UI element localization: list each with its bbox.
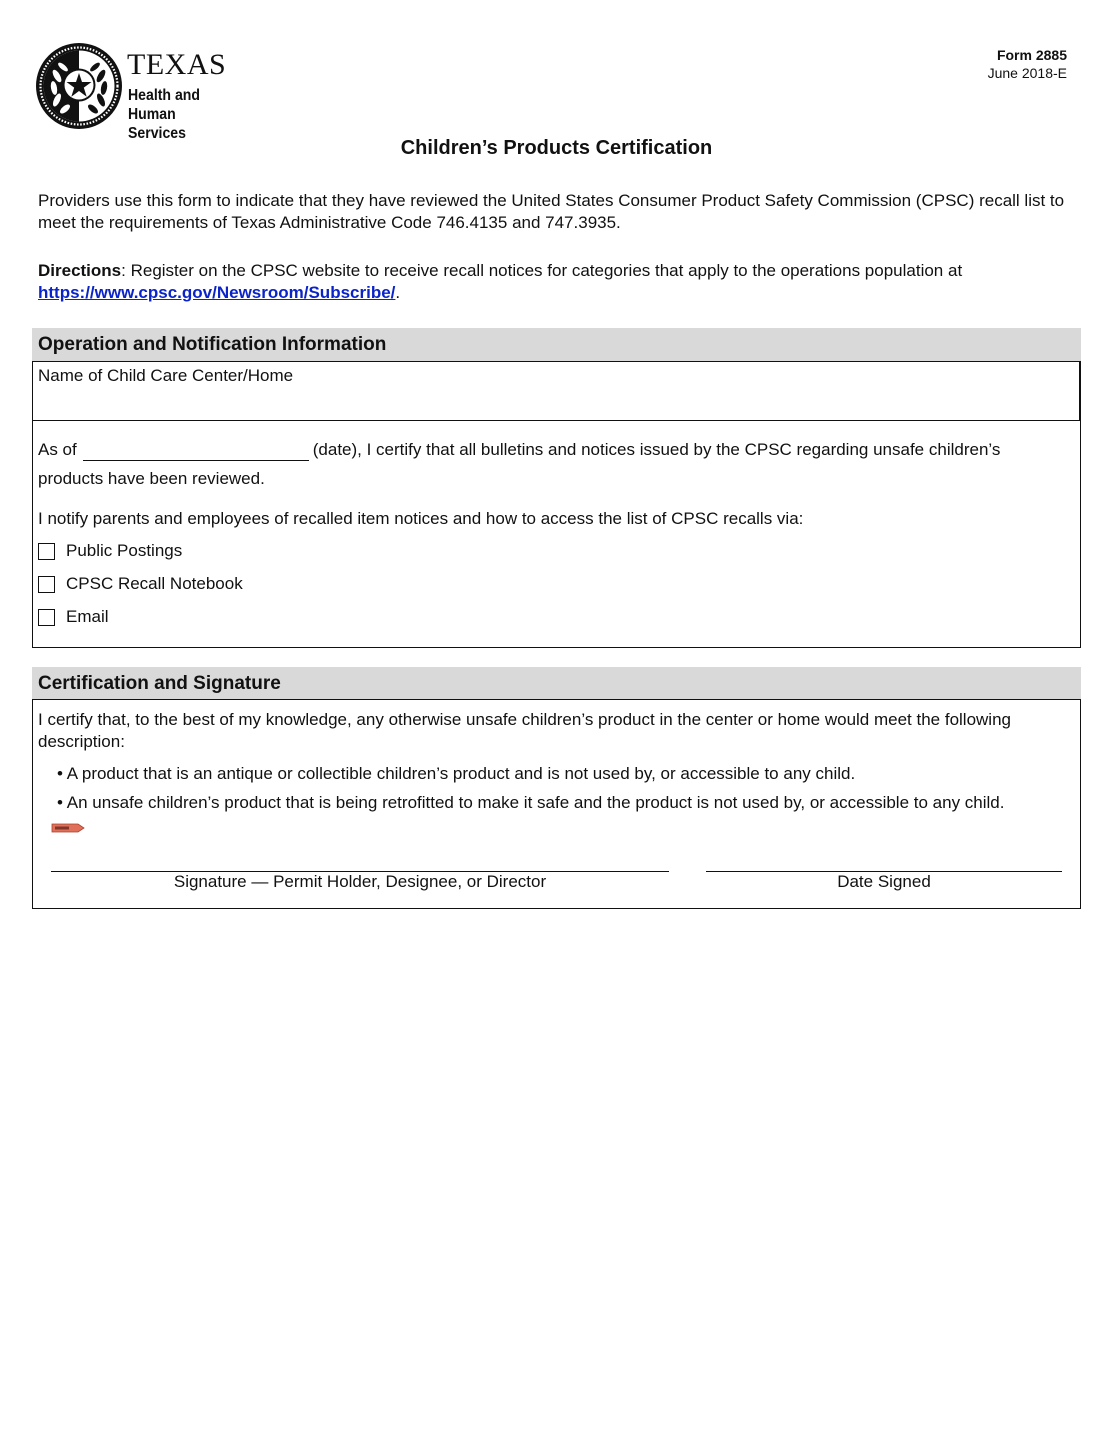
- form-revision-date: June 2018-E: [987, 65, 1067, 81]
- certify-date-statement: [38, 435, 1068, 493]
- bullet-retrofitted-product: • An unsafe children’s product that is being retrofitted to make it safe and the product is not used by, or accessible to any child.: [57, 793, 1005, 812]
- directions-label: Directions: [38, 261, 122, 280]
- asof-suffix: (date), I certify that all bulletins and notices issued by the CPSC regarding unsafe children’s products have been reviewed.: [38, 440, 1001, 488]
- directions-paragraph: [38, 260, 1078, 304]
- operation-section-body: [32, 420, 1081, 648]
- intro-paragraph: Providers use this form to indicate that they have reviewed the United States Consumer Product Safety Commission (CPSC) recall list to meet the requirements of Texas Administrative Code 746.4135 and 747.3935.: [38, 191, 1065, 232]
- sign-here-tag-icon[interactable]: [51, 823, 85, 833]
- public-postings-checkbox[interactable]: [38, 543, 55, 560]
- section-heading-certification: Certification and Signature: [32, 667, 1081, 700]
- certification-statement: I certify that, to the best of my knowledge, any otherwise unsafe children’s product in the center or home would meet the following description:: [38, 710, 1011, 751]
- certification-section-body: [32, 699, 1081, 909]
- directions-text: : Register on the CPSC website to receive recall notices for categories that apply to the operations population at: [121, 261, 963, 280]
- notify-statement: I notify parents and employees of recalled item notices and how to access the list of CPSC recalls via:: [38, 509, 804, 528]
- bullet-antique-product: • A product that is an antique or collectible children’s product and is not used by, or accessible to any child.: [57, 764, 856, 783]
- date-signed-label: Date Signed: [837, 872, 931, 891]
- option-cpsc-recall-notebook[interactable]: [38, 573, 243, 595]
- directions-trailing: .: [395, 283, 401, 302]
- section-heading-operation: Operation and Notification Information: [32, 328, 1081, 361]
- logo-texas-text: TEXAS: [127, 48, 227, 81]
- public-postings-label: Public Postings: [66, 541, 183, 560]
- logo-agency-line2: Services: [128, 125, 186, 142]
- form-meta: [988, 46, 1067, 82]
- logo-agency-text: [128, 86, 249, 143]
- cpsc-recall-notebook-checkbox[interactable]: [38, 576, 55, 593]
- email-checkbox[interactable]: [38, 609, 55, 626]
- asof-prefix: As of: [38, 440, 77, 459]
- form-number: Form 2885: [996, 47, 1067, 63]
- cpsc-subscribe-link[interactable]: https://www.cpsc.gov/Newsroom/Subscribe/: [38, 283, 396, 302]
- page-title: Children’s Products Certification: [400, 137, 713, 159]
- center-name-field[interactable]: [32, 361, 1081, 421]
- signature-label: Signature — Permit Holder, Designee, or Director: [173, 872, 547, 891]
- option-email[interactable]: [38, 606, 109, 628]
- center-name-label: Name of Child Care Center/Home: [38, 366, 294, 385]
- hhs-logo: [35, 42, 265, 142]
- texas-state-seal-icon: [35, 42, 123, 130]
- logo-agency-line1: Health and Human: [128, 87, 200, 123]
- cpsc-recall-notebook-label: CPSC Recall Notebook: [66, 574, 243, 593]
- email-label: Email: [66, 607, 109, 626]
- option-public-postings[interactable]: [38, 540, 182, 562]
- review-date-field[interactable]: [83, 441, 309, 461]
